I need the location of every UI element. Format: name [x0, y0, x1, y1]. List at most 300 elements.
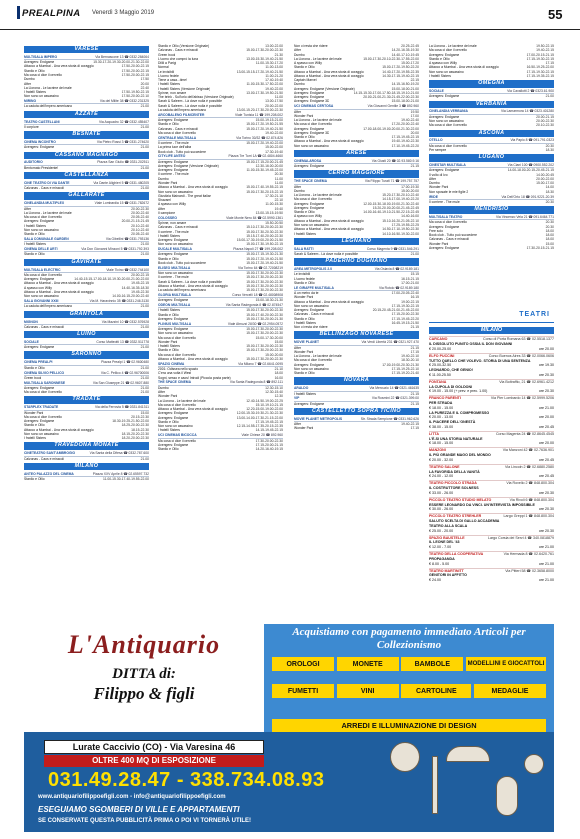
cinema-name: PLINIUS MULTISALA — [158, 321, 192, 326]
film-times: 15.10-16.20-21.05-22.10 — [382, 218, 419, 223]
film-title: Il corriere - The mule — [429, 199, 460, 204]
theatre-street: Corso Buenos Aires 33 — [488, 353, 526, 358]
film-title: I fratelli Sisters — [294, 320, 316, 325]
film-row — [24, 186, 149, 190]
film-title: Non ci resta che ridere — [294, 325, 328, 330]
film-title: Dumbo — [429, 181, 440, 186]
film-times: 14.40-16.35-18.30 — [121, 285, 149, 290]
lamp-icon — [496, 776, 518, 816]
film-row — [158, 108, 283, 112]
film-title: Non sono un assassino — [24, 431, 59, 436]
cinema-phone: 091.791.0323 — [533, 138, 554, 143]
film-times: 19.00-22.15 — [401, 299, 419, 304]
film-title: Avengers: Endgame — [294, 308, 325, 313]
phone-icon: ☎ — [400, 104, 407, 109]
theatre-address — [505, 465, 554, 470]
cinema-phone: 0332.511778 — [129, 339, 149, 344]
film-title: Le invisibili — [294, 272, 311, 277]
cinema-street: Piazza Tre Torri 1A — [228, 154, 257, 159]
film-title: Il corriere - The mule — [158, 229, 189, 234]
phone-icon: ☎ — [258, 247, 265, 252]
film-title: Avengers: Endgame — [294, 90, 325, 95]
cinema-name: CINEMALAROSA — [294, 158, 322, 163]
cinema-address — [238, 266, 283, 270]
show-price-row — [429, 373, 554, 378]
film-times: 17.15 — [410, 426, 419, 431]
ad-tag: VINI — [337, 684, 399, 698]
theatre-address — [491, 396, 554, 401]
film-times: 20.00 — [410, 130, 419, 135]
film-title: Shazam! — [158, 198, 172, 203]
film-title: Calzonas - Caos e miracoli — [429, 237, 469, 242]
film-times: 19.40-22.10 — [401, 354, 419, 359]
film-title: Ma cosa ci dice il cervello — [24, 390, 62, 395]
film-times: 17.10-19.45-22.20 — [391, 143, 419, 148]
film-title: Wonder Park — [294, 295, 314, 300]
film-row — [158, 288, 283, 292]
cinema-name: CITYLIFE ANTEO — [158, 154, 186, 159]
show-title: GENITORI IN AFFITTO — [429, 573, 467, 578]
film-title: Dumbo — [158, 385, 169, 390]
film-times: 17.50-19.50-22.15 — [121, 90, 149, 95]
show-price-row — [429, 441, 554, 446]
film-title: Attacco a Mumbai - Una vera storia di coraggio — [158, 185, 228, 190]
cinema-street: Via Cavallotti 2 — [507, 89, 530, 94]
film-row — [158, 242, 283, 246]
show-price: € 18.00 - 15.00 — [429, 405, 454, 410]
cinema-address — [375, 267, 419, 271]
film-times: 11.00-15.30-17.50-22.00 — [246, 82, 283, 87]
film-row — [24, 304, 149, 308]
film-row — [294, 325, 419, 329]
theatre-phone: 848.800.304 — [534, 481, 554, 486]
cinema-street: Viale Chiese 20 — [241, 433, 265, 438]
film-title: Green book — [24, 375, 42, 380]
film-row — [429, 74, 554, 78]
show-time: ore 19.30 — [538, 363, 554, 368]
film-title: Ma cosa ci dice il cervello — [294, 197, 332, 202]
film-times: 15.00-17.30-19.50-22.15 — [246, 242, 283, 247]
film-title: After — [294, 48, 302, 53]
film-title: Stanlio e Ollio — [158, 256, 179, 261]
phone-icon: ☎ — [392, 246, 399, 251]
lamp-icon — [446, 746, 490, 762]
cinema-street: Str. Strada Sempione — [360, 416, 393, 421]
film-title: Dumbo — [294, 82, 305, 87]
cinema-address — [242, 433, 284, 437]
film-times: 15.00-17.30-20.00-22.30 — [246, 275, 283, 280]
ad-tag: MONETE — [337, 657, 399, 671]
theatre-phone: 340.0818879 — [533, 535, 554, 540]
film-title: Avengers: Endgame — [24, 345, 55, 350]
film-title: Non sono un assassino — [158, 189, 193, 194]
film-times: 11.00-13.00 — [265, 65, 283, 70]
film-title: Sarah & Saleem - Là dove nulla è possibile — [294, 251, 358, 256]
film-title: Non sono un assassino — [158, 331, 193, 336]
film-title: Calzonas - Caos e miracoli — [24, 456, 64, 461]
show-price: € 20.00-25.00 — [429, 346, 452, 351]
theatre-phone: 02.3658.8000 — [532, 568, 554, 573]
cinema-address — [372, 159, 419, 163]
show-time: ore 20.00 — [538, 346, 554, 351]
film-times: 15.15-17.40-20.00-22.30 — [246, 233, 283, 238]
ad-tag: FUMETTI — [272, 684, 334, 698]
film-title: Il volto di Ivo — [429, 172, 448, 177]
cinema-name: CINE TEATRO DI VIA DANTE — [24, 180, 70, 185]
film-times: 20.30 — [545, 224, 554, 229]
theatre-row — [429, 353, 554, 359]
cinema-address — [102, 320, 149, 324]
film-times: 15.00 — [545, 241, 554, 246]
film-times: 15.00-18.30-21.30 — [255, 298, 283, 303]
phone-icon: ☎ — [123, 267, 130, 272]
cinema-phone: 0331.962.626 — [398, 416, 419, 421]
film-times: 21.00 — [410, 251, 419, 256]
film-times: 21.00 — [140, 324, 149, 329]
show-time: ore 21.00 — [538, 405, 554, 410]
cinema-name: ELISEO MULTISALA — [158, 265, 191, 270]
film-title: Avengers: Endgame — [24, 60, 55, 65]
phone-icon: ☎ — [122, 247, 129, 252]
film-title: Avengers: Endgame — [24, 145, 55, 150]
town-header: LUINO — [24, 331, 149, 338]
film-times: 15.00-17.30-20.00 — [255, 335, 283, 340]
town-header: MILANO — [24, 463, 149, 470]
film-times: 15.50-20.50 — [265, 221, 283, 225]
theatre-address — [504, 514, 554, 519]
phone-icon: ☎ — [524, 194, 531, 199]
film-times: 20.10-22.30 — [536, 123, 554, 128]
film-times: 20.15-22.30 — [131, 414, 149, 419]
film-times: 20.15-20.45-21.00-21.45-22.00 — [372, 308, 419, 313]
ad-phone: 031.49.28.47 - 338.734.08.93 — [48, 769, 325, 791]
cinema-address — [226, 216, 283, 220]
phone-icon: ☎ — [390, 158, 397, 163]
film-title: Ma cosa ci dice il cervello — [158, 335, 196, 340]
film-times: 12.15-14.55-17.35-20.15-22.35 — [236, 424, 283, 429]
cinema-name: UCI CINEMAS BICOCCA — [158, 433, 197, 438]
film-times: 17.30-20.00-22.30 — [255, 438, 283, 443]
film-times: 17.00-18.00-19.00-20.00-21.30-22.00 — [363, 126, 419, 131]
lamp-icon — [524, 754, 544, 774]
cinema-address — [228, 322, 283, 326]
film-times: 13.00-15.15-19.50 — [255, 210, 283, 215]
phone-icon: ☎ — [122, 451, 129, 456]
film-times: 17.15-19.25-22.10 — [391, 366, 419, 371]
theatre-street: Via Boltraffio, 21 — [499, 379, 526, 384]
film-row — [158, 317, 283, 321]
film-times: 18.00 — [545, 228, 554, 233]
ad-tag: MODELLINI E GIOCATTOLI — [466, 657, 546, 671]
cinema-name: CINELANDIA MULTIPLEX — [24, 201, 65, 206]
cinema-street: Via Gibellini — [105, 237, 124, 242]
cinema-name: CINESTAR MULTISALA — [429, 163, 466, 168]
film-title: Ma cosa ci dice il cervello — [429, 143, 467, 148]
film-title: C'era una volta il West — [158, 371, 192, 376]
film-times: 14.15-19.45-22.15 — [255, 428, 283, 433]
film-times: 11.00 — [274, 95, 283, 100]
film-times: 14.50-17.10-19.50-22.30 — [382, 227, 419, 232]
film-title: I fratelli Sisters (Versione Originale) — [158, 86, 211, 91]
listings-column-4 — [429, 44, 554, 250]
town-header: CASTELLANZA — [24, 172, 149, 179]
film-times: 21.00 — [140, 242, 149, 247]
town-header: GAVIRATE — [24, 259, 149, 266]
film-times: 17.15-20.00-22.30 — [391, 312, 419, 317]
film-times: 19.50-22.15 — [536, 44, 554, 48]
film-times: 15.00-18.00-21.00 — [391, 86, 419, 91]
film-title: Dumbo — [24, 77, 35, 82]
film-title: Wonder Park — [158, 181, 178, 186]
cinema-street: Piazza Prealpi 1 — [101, 360, 126, 365]
cinema-phone: 02.5990.1361 — [262, 215, 283, 220]
cinema-phone: 0332.455407 — [129, 119, 149, 124]
film-times: 17.15 — [545, 61, 554, 66]
cinema-address — [106, 268, 149, 272]
phone-icon: ☎ — [123, 54, 130, 59]
cinema-name: THE SPACE CINEMA — [294, 179, 328, 184]
film-times: 20.25-22.45 — [401, 44, 419, 48]
cinema-phone: 892.960 — [270, 433, 283, 438]
film-row — [24, 366, 149, 370]
film-times: 15.00 — [140, 410, 149, 415]
theatre-phone: 02.6420.761 — [534, 552, 554, 557]
cinema-address — [232, 293, 283, 297]
film-title: Attacco a Mumbai - Una vera storia di coraggio — [24, 427, 94, 432]
film-title: Calzonas - Caos e miracoli — [158, 126, 198, 131]
film-title: Avengers: Endgame — [158, 411, 189, 416]
phone-icon: ☎ — [256, 215, 263, 220]
film-times: 15.00-17.30-20.00-22.30 — [246, 283, 283, 288]
film-title: Ma cosa ci dice il cervello — [429, 123, 467, 128]
cinema-address — [508, 163, 554, 167]
cinema-address — [507, 89, 554, 93]
film-row — [158, 150, 283, 154]
town-header: TRADATE — [24, 396, 149, 403]
film-title: After — [158, 389, 166, 394]
phone-icon: ☎ — [526, 535, 533, 540]
film-times: 15.00-18.00-21.00 — [391, 99, 419, 104]
film-row — [429, 200, 554, 204]
cinema-name: CINEMA DELLE ARTI — [24, 247, 58, 252]
film-row — [429, 190, 554, 194]
film-title: Ma cosa ci dice il cervello — [294, 122, 332, 127]
show-price: € 19.00 - 15.00 (+ prev. e prec. 1.00) — [429, 389, 488, 394]
show-time: ore 20.45 — [538, 424, 554, 429]
film-times: 17.15-19.45-22.20 — [391, 316, 419, 321]
film-title: Avengers: Endgame — [294, 401, 325, 406]
film-title: Avengers: Endgame — [429, 224, 460, 229]
cinema-address — [99, 120, 149, 124]
film-title: Avengers: Endgame — [294, 205, 325, 210]
cinema-street: Piazza Napoli 27 — [233, 247, 259, 252]
cinema-address — [372, 396, 419, 400]
film-row — [429, 246, 554, 250]
ad-tag-row-1 — [272, 657, 546, 671]
show-price: € 20.00 - 32.00 — [429, 457, 454, 462]
film-times: 21.00 — [140, 385, 149, 390]
cinema-name: IRIDE — [429, 194, 438, 199]
phone-icon: ☎ — [123, 140, 130, 145]
film-times: 21.00 — [140, 365, 149, 370]
film-times: 21.00 — [140, 104, 149, 109]
phone-icon: ☎ — [527, 497, 534, 502]
film-times: 16.00 — [274, 375, 283, 380]
film-times: 17.00-19.00-20.30-21.30 — [382, 362, 419, 367]
film-title: Non sposate le mie figlie 2 — [429, 189, 469, 194]
film-times: 15.00-17.30-20.00-22.30 — [246, 48, 283, 53]
film-row — [429, 148, 554, 152]
film-title: Stanlio e Ollio — [24, 477, 45, 482]
town-header: CASTELLETTO SOPRA TICINO — [294, 408, 419, 415]
film-times: 15.00-17.30-20.00-22.30 — [246, 279, 283, 284]
film-title: Attacco a Mumbai - Una vera storia di coraggio — [294, 139, 364, 144]
show-title: PER STRADA — [429, 401, 453, 406]
film-title: I fratelli Sisters — [24, 436, 46, 441]
phone-icon: ☎ — [525, 353, 533, 358]
show-time: ore 21.00 — [538, 545, 554, 550]
show-price: € 25.00 - 20.00 — [429, 528, 454, 533]
cinema-street: Viale Ticino — [106, 267, 124, 272]
film-title: Le invisibili — [158, 69, 175, 74]
film-times: 15.00-17.00 — [536, 181, 554, 186]
town-header: OMEGNA — [429, 80, 554, 87]
film-times: 22.15 — [410, 78, 419, 83]
theatre-phone: 02.7636.901 — [534, 448, 554, 453]
film-times: 15.00-17.30-20.00-22.30 — [246, 271, 283, 276]
cinema-street: Via Mercuzio 14 — [369, 386, 394, 391]
film-row — [24, 345, 149, 349]
phone-icon: ☎ — [256, 321, 263, 326]
film-times: 14.00-20.45 — [536, 172, 554, 177]
film-title: L'uomo che comprò la luna — [158, 56, 199, 61]
film-times: 11.00 — [274, 176, 283, 181]
film-times: 20.00 — [140, 81, 149, 86]
cinema-phone: 02.874.826 — [266, 135, 283, 140]
film-title: La caduta dell'impero americano — [158, 288, 207, 293]
film-times: 14.15-16.50-19.20 — [391, 82, 419, 87]
film-times: 21.15 — [410, 164, 419, 169]
cinema-phone: 0900.552.202 — [533, 163, 554, 168]
cinema-name: CENTRALE MULTISALA — [158, 135, 197, 140]
cinema-name: AREA METROPOLIS 2.0 — [294, 267, 332, 272]
film-times: 15.00-17.20-19.40-21.50 — [246, 256, 283, 261]
film-title: Non sono un assassino — [294, 366, 329, 371]
cinema-phone: 0332.744100 — [129, 267, 149, 272]
film-title: Giustizia Mainardi - The great italian — [158, 193, 212, 198]
film-title: Attacco a Mumbai - Una vera storia di coraggio — [294, 218, 364, 223]
film-title: La prima luce dell'alba — [158, 145, 192, 150]
cinema-address — [238, 362, 283, 366]
theatre-street: Largo Corsia dei Servi 4 — [487, 535, 527, 540]
show-title: ESSERE LEONARDO DA VINCI. UN'INTERVISTA IMPOSSIBILE — [429, 502, 535, 507]
film-title: I fratelli Sisters — [158, 428, 180, 433]
ad-arredi-banner: ARREDI E ILLUMINAZIONE DI DESIGN — [272, 719, 546, 732]
show-title: LA CUPOLA DI GOLDONI — [429, 384, 473, 389]
film-title: Sarah & Saleem - Là dove nulla è possibile — [158, 103, 222, 108]
film-times: 12.40-14.50-19.00-22.25 — [246, 398, 283, 403]
phone-icon: ☎ — [527, 215, 534, 220]
film-times: 20.30 — [545, 220, 554, 225]
show-price: € 12.00 - 7.00 — [429, 545, 452, 550]
film-times: 17.50 — [140, 77, 149, 82]
film-row — [294, 252, 419, 256]
theatre-street: Via Manzoni 42 — [502, 448, 528, 453]
film-times: 11.00-15.30-19.45-22.00 — [246, 168, 283, 173]
film-times: 11.00-15.30 — [265, 202, 283, 207]
film-title: Per sempre — [429, 147, 447, 152]
film-title: Calzonas - Caos e miracoli — [158, 225, 198, 230]
film-times: 12.30-15.10 — [265, 385, 283, 390]
film-title: Avengers: Endgame — [158, 238, 189, 243]
film-times: 15.00-17.30-20.00-22.30 — [246, 348, 283, 353]
cinema-phone: 0321.399.00 — [400, 396, 419, 401]
cinema-phone: 02.9600480 — [131, 360, 149, 365]
cinema-name: CINELANDIA VERBANIA — [429, 109, 468, 114]
cinema-name: MULTISALA IMPERO — [24, 54, 58, 59]
film-title: Bentornato Presidente! — [24, 165, 59, 170]
film-times: 15.00-17.20-19.50-21.55 — [246, 122, 283, 127]
phone-icon: ☎ — [123, 339, 130, 344]
film-title: Calzonas - Caos e miracoli — [24, 324, 64, 329]
film-times: 17.50-20.00-22.15 — [121, 68, 149, 73]
cinema-name: LE GIRAFFE MULTISALA — [294, 285, 334, 290]
cinema-name: COLOSSEO — [158, 215, 177, 220]
film-title: Stanlio e Ollio — [294, 65, 315, 70]
show-title: TEATRO ALLA SCALA — [429, 523, 468, 528]
film-times: 20.00-22.30 — [536, 119, 554, 123]
film-title: Ma cosa ci dice il cervello — [429, 48, 467, 53]
film-title: Avengers: Endgame — [158, 159, 189, 164]
film-title: Avengers: Endgame — [429, 52, 460, 57]
film-times: 17.30-21.10 — [265, 193, 283, 198]
show-title: PROPAGANDA — [429, 556, 455, 561]
cinema-street: Corso Magenta 9 — [366, 246, 393, 251]
theatre-name: SPAZIO BAUSTELLE — [429, 535, 465, 540]
cinema-phone: 02.2954.0572 — [262, 321, 283, 326]
film-title: Dilili a Parigi — [158, 61, 177, 66]
film-title: Stanlio e Ollio — [294, 135, 315, 140]
film-times: 17.00 — [410, 113, 419, 118]
film-row — [294, 232, 419, 236]
phone-icon: ☎ — [525, 464, 533, 469]
cinema-name: STARPLEX TRADATE — [24, 405, 59, 410]
town-header: VARESE — [24, 46, 149, 53]
cinema-phone: 02.4804.4660 — [262, 154, 283, 159]
phone-icon: ☎ — [260, 135, 267, 140]
show-price: € 24.00 — [429, 578, 441, 583]
film-times: 15.00-22.00 — [265, 145, 283, 150]
film-title: Dumbo — [294, 188, 305, 193]
ad-tag: OROLOGI — [272, 657, 334, 671]
ad-exhibition-size: OLTRE 400 MQ DI ESPOSIZIONE — [44, 755, 264, 767]
film-times: 15.00-17.30-20.00-22.30 — [246, 288, 283, 293]
show-time: ore 21.00 — [538, 561, 554, 566]
cinema-street: Via Rosmini 22 — [371, 396, 395, 401]
cinema-phone: 02.72008219 — [263, 265, 283, 270]
cinema-phone: 02.93.580.9.16 — [396, 158, 419, 163]
film-title: A spasso con Willy — [294, 214, 322, 219]
cinema-phone: 0331.793136 — [129, 237, 149, 242]
show-time: ore 20.30 — [538, 372, 554, 377]
show-time: ore 20.00 — [538, 441, 554, 446]
show-price-row — [429, 529, 554, 534]
cinema-name: VIP — [294, 396, 300, 401]
film-times: 15.20-17.30-20.10-22.40 — [382, 193, 419, 198]
show-price-row — [429, 425, 554, 430]
film-title: Avengers: Endgame — [158, 442, 189, 447]
cinema-name: MULTISALA TEATRO — [429, 215, 463, 220]
